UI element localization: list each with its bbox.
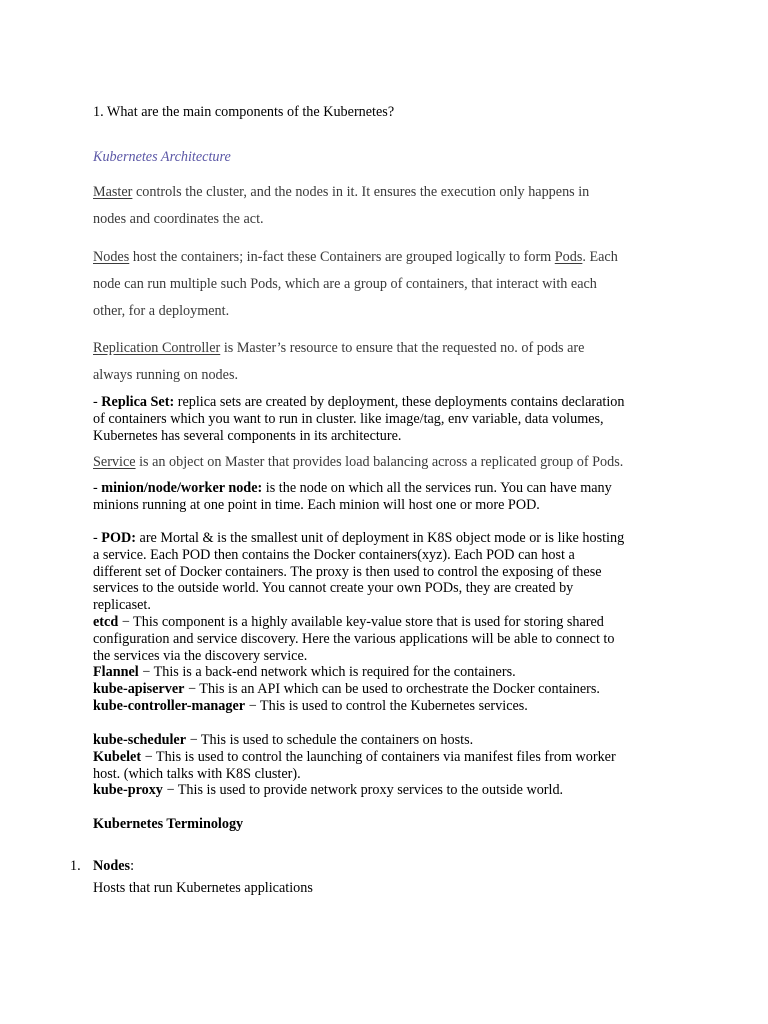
etcd-line: etcd − This component is a highly available key-value store that is used for storing shared	[93, 613, 604, 630]
etcd-term: etcd	[93, 613, 119, 630]
proxy-term: kube-proxy	[93, 782, 163, 799]
service-paragraph: Service is an object on Master that provides load balancing across a replicated group of Pods.	[93, 454, 624, 470]
flannel-term: Flannel	[93, 664, 139, 681]
architecture-heading: Kubernetes Architecture	[93, 149, 231, 165]
replica-set-term: Replica Set:	[101, 394, 175, 410]
apiserver-term: kube-apiserver	[93, 681, 185, 698]
scheduler-term: kube-scheduler	[93, 732, 187, 748]
nodes-list-term: Nodes	[93, 858, 131, 874]
minion-paragraph: - minion/node/worker node: is the node on which all the services run. You can have many minions running at one point in time. Each minion will host one or more POD.	[93, 480, 612, 513]
nodes-paragraph: Nodes host the containers; in-fact these Containers are grouped logically to form Pods. Each node can run multiple such Pods, which are a group of containers, that interact with each other, for a deployment.	[93, 249, 618, 319]
controller-manager-line: kube-controller-manager − This is used to control the Kubernetes services.	[93, 697, 528, 714]
proxy-line: kube-proxy − This is used to provide network proxy services to the outside world.	[93, 782, 564, 799]
question-heading: 1. What are the main components of the Kubernetes?	[93, 104, 395, 120]
nodes-description: Hosts that run Kubernetes applications	[93, 880, 313, 896]
list-number: 1.	[70, 858, 81, 874]
controller-manager-term: kube-controller-manager	[93, 697, 246, 714]
components-list: kube-scheduler − This is used to schedule the containers on hosts. Kubelet − This is used to control the launching of containers via manifest files from worker host. (which talks with K8S cluster). kube-proxy − This is used to provide network proxy services to the outside world.	[93, 732, 683, 799]
service-term: Service	[93, 454, 136, 470]
pod-term: POD:	[101, 530, 136, 546]
master-paragraph: Master controls the cluster, and the nodes in it. It ensures the execution only happens in nodes and coordinates the act.	[93, 184, 590, 227]
minion-term: minion/node/worker node:	[101, 480, 263, 496]
kubelet-term: Kubelet	[93, 748, 142, 765]
master-term: Master	[93, 184, 133, 200]
flannel-line: Flannel − This is a back-end network which is required for the containers.	[93, 664, 516, 681]
scheduler-line: kube-scheduler − This is used to schedule the containers on hosts.	[93, 732, 474, 748]
replica-set-paragraph: - Replica Set: replica sets are created by deployment, these deployments contains declaration of containers which you want to run in cluster. like image/tag, env variable, data volumes, Kubernetes has several components in its architecture.	[93, 394, 625, 444]
nodes-term: Nodes	[93, 249, 130, 265]
pods-term: Pods	[554, 249, 583, 265]
list-item-nodes: Nodes:	[93, 858, 135, 874]
terminology-heading: Kubernetes Terminology	[93, 816, 244, 832]
apiserver-line: kube-apiserver − This is an API which can be used to orchestrate the Docker containers.	[93, 681, 600, 698]
replication-paragraph: Replication Controller is Master’s resource to ensure that the requested no. of pods are always running on nodes.	[93, 340, 585, 383]
pod-paragraph: - POD: are Mortal & is the smallest unit of deployment in K8S object mode or is like hosting a service. Each POD then contains the Docker containers(xyz). Each POD can host a different set of Docker containers. The proxy is then used to control the exposing of these services to the outside world. You cannot create your own PODs, they are created by replicaset. etcd − This component is a highly available key-value store that is used for storing shared configuration and service discovery. Here the various applications will be able to connect to the services via the discovery service. Flannel − This is a back-end network which is required for the containers. kube-apiserver − This is an API which can be used to orchestrate the Docker containers. kube-controller-manager − This is used to control the Kubernetes services.	[93, 530, 683, 715]
kubelet-line: Kubelet − This is used to control the launching of containers via manifest files from worker	[93, 748, 616, 765]
replication-term: Replication Controller	[93, 340, 221, 356]
